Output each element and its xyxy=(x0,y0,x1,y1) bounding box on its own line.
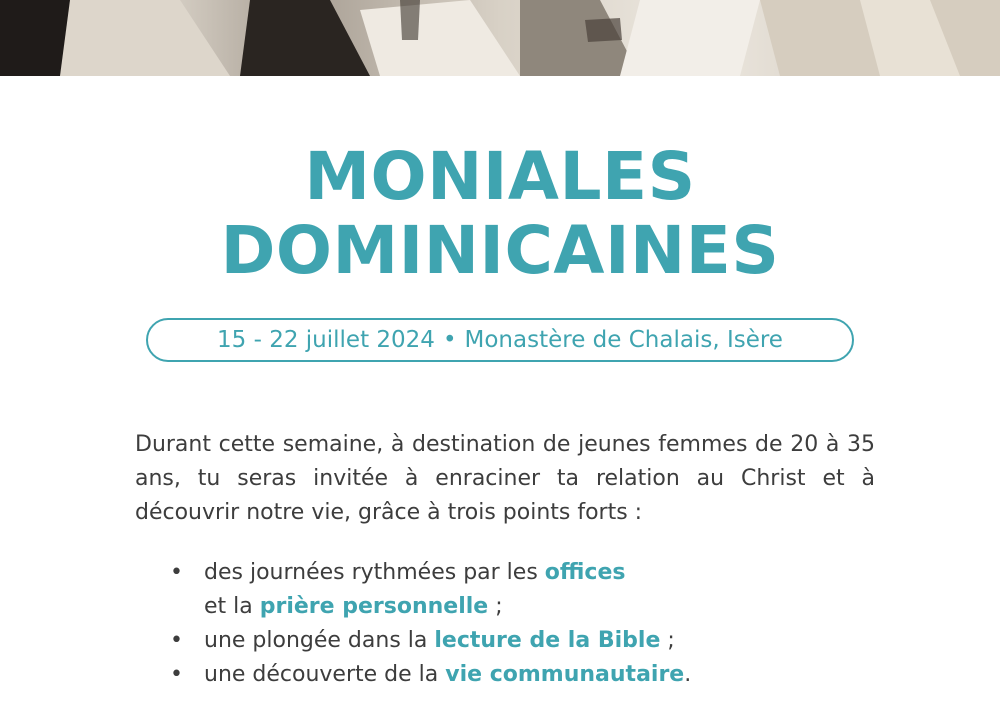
item-text: une découverte de la xyxy=(204,662,446,687)
intro-paragraph: Durant cette semaine, à destination de jeunes femmes de 20 à 35 ans, tu seras invitée à enraciner ta relation au Christ et à découvrir notre vie, grâce à trois points forts : xyxy=(135,432,875,525)
event-info-badge xyxy=(146,318,854,362)
event-separator: • xyxy=(442,327,457,353)
item-text: des journées rythmées par les xyxy=(204,560,545,585)
header-photo xyxy=(0,0,1000,76)
item-text-end-line2: ; xyxy=(488,594,503,619)
item-highlight: offices xyxy=(544,560,626,585)
bullet-icon: • xyxy=(170,662,183,687)
bullet-icon: • xyxy=(170,628,183,653)
list-item xyxy=(170,658,890,692)
item-highlight: lecture de la Bible xyxy=(434,628,661,653)
list-item xyxy=(170,556,890,624)
page-title xyxy=(0,140,1000,288)
item-text: une plongée dans la xyxy=(204,628,435,653)
highlights-list xyxy=(170,556,890,692)
title-line-1: MONIALES xyxy=(304,138,696,215)
event-place: Monastère de Chalais, Isère xyxy=(464,327,783,353)
item-text-end: . xyxy=(684,662,692,687)
item-highlight-line2: prière personnelle xyxy=(259,594,489,619)
item-text-line2: et la xyxy=(204,594,260,619)
event-dates: 15 - 22 juillet 2024 xyxy=(217,327,435,353)
list-item xyxy=(170,624,890,658)
item-text-end: ; xyxy=(660,628,675,653)
item-highlight: vie communautaire xyxy=(445,662,685,687)
bullet-icon: • xyxy=(170,560,183,585)
title-line-2: DOMINICAINES xyxy=(220,212,780,289)
